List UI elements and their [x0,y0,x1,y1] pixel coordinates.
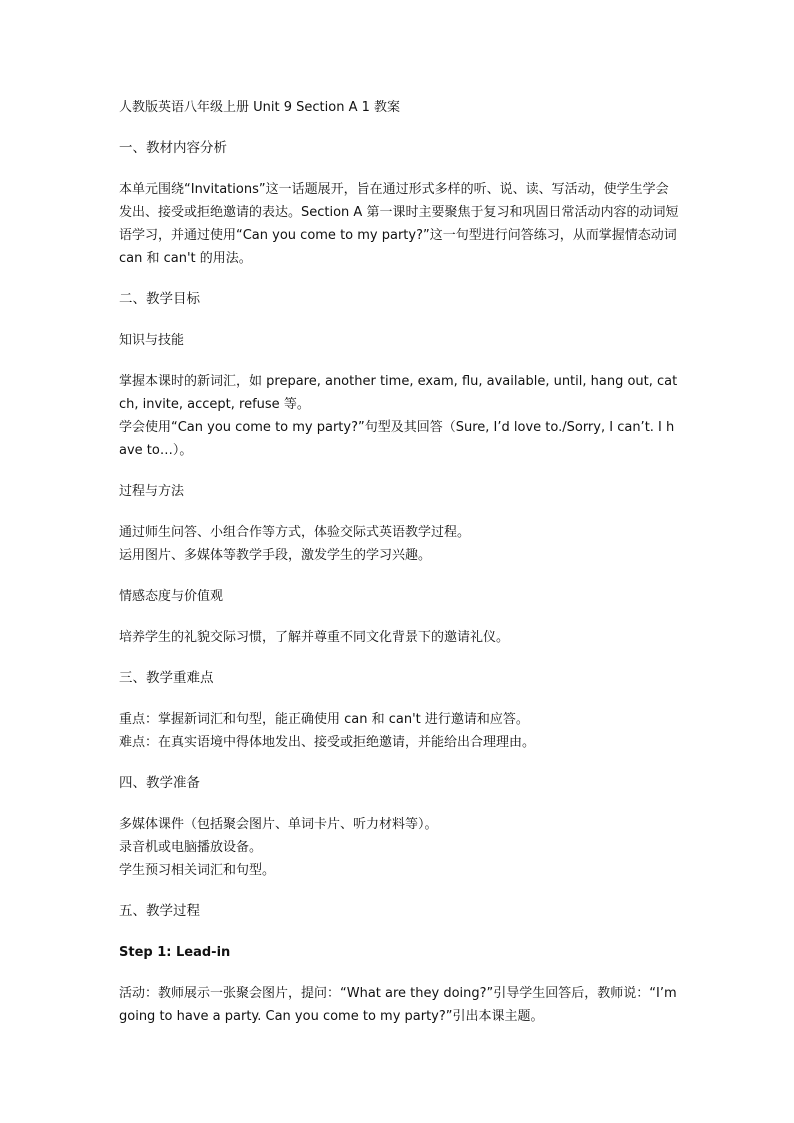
key-points-block [119,708,679,754]
content-analysis-paragraph: 本单元围绕“Invitations”这一话题展开，旨在通过形式多样的听、说、读、写活动，使学生学会发出、接受或拒绝邀请的表达。Section A 第一课时主要聚焦于复习和巩固日常活动内容的动词短语学习，并通过使用“Can you come to my party?”这一句型进行问答练习，从而掌握情态动词 can 和 can't 的用法。 [119,182,679,266]
subheading-knowledge-skills: 知识与技能 [119,333,185,348]
section-heading-key-points: 三、教学重难点 [119,670,214,686]
preparation-block [119,813,679,882]
attitude-values-item: 培养学生的礼貌交际习惯，了解并尊重不同文化背景下的邀请礼仪。 [119,630,510,645]
knowledge-skills-item-vocabulary: 掌握本课时的新词汇，如 prepare, another time, exam, flu, available, until, hang out, catch, invite, accept, refuse 等。 [119,374,678,412]
preparation-item-device: 录音机或电脑播放设备。 [119,840,263,855]
knowledge-skills-block [119,370,679,462]
preparation-item-courseware: 多媒体课件（包括聚会图片、单词卡片、听力材料等）。 [119,817,438,832]
preparation-item-preview: 学生预习相关词汇和句型。 [119,863,276,878]
document-page [119,96,679,1028]
section-heading-objectives: 二、教学目标 [119,291,200,307]
process-method-block [119,521,679,567]
process-method-item-multimedia: 运用图片、多媒体等教学手段，激发学生的学习兴趣。 [119,548,432,563]
section-heading-preparation: 四、教学准备 [119,775,200,791]
step-heading-lead-in: Step 1: Lead-in [119,945,231,960]
subheading-attitude-values: 情感态度与价值观 [119,589,224,604]
section-heading-content-analysis: 一、教材内容分析 [119,140,227,156]
process-method-item-interaction: 通过师生问答、小组合作等方式，体验交际式英语教学过程。 [119,525,471,540]
key-point-item: 重点：掌握新词汇和句型，能正确使用 can 和 can't 进行邀请和应答。 [119,712,529,727]
difficult-point-item: 难点：在真实语境中得体地发出、接受或拒绝邀请，并能给出合理理由。 [119,735,536,750]
subheading-process-method: 过程与方法 [119,484,185,499]
lead-in-activity: 活动：教师展示一张聚会图片，提问：“What are they doing?”引导学生回答后，教师说：“I’m going to have a party. Can you come to my party?”引出本课主题。 [119,986,677,1024]
document-title: 人教版英语八年级上册 Unit 9 Section A 1 教案 [119,100,400,115]
section-heading-procedure: 五、教学过程 [119,903,200,919]
knowledge-skills-item-sentence: 学会使用“Can you come to my party?”句型及其回答（Sure, I’d love to./Sorry, I can’t. I have to…）。 [119,420,675,458]
